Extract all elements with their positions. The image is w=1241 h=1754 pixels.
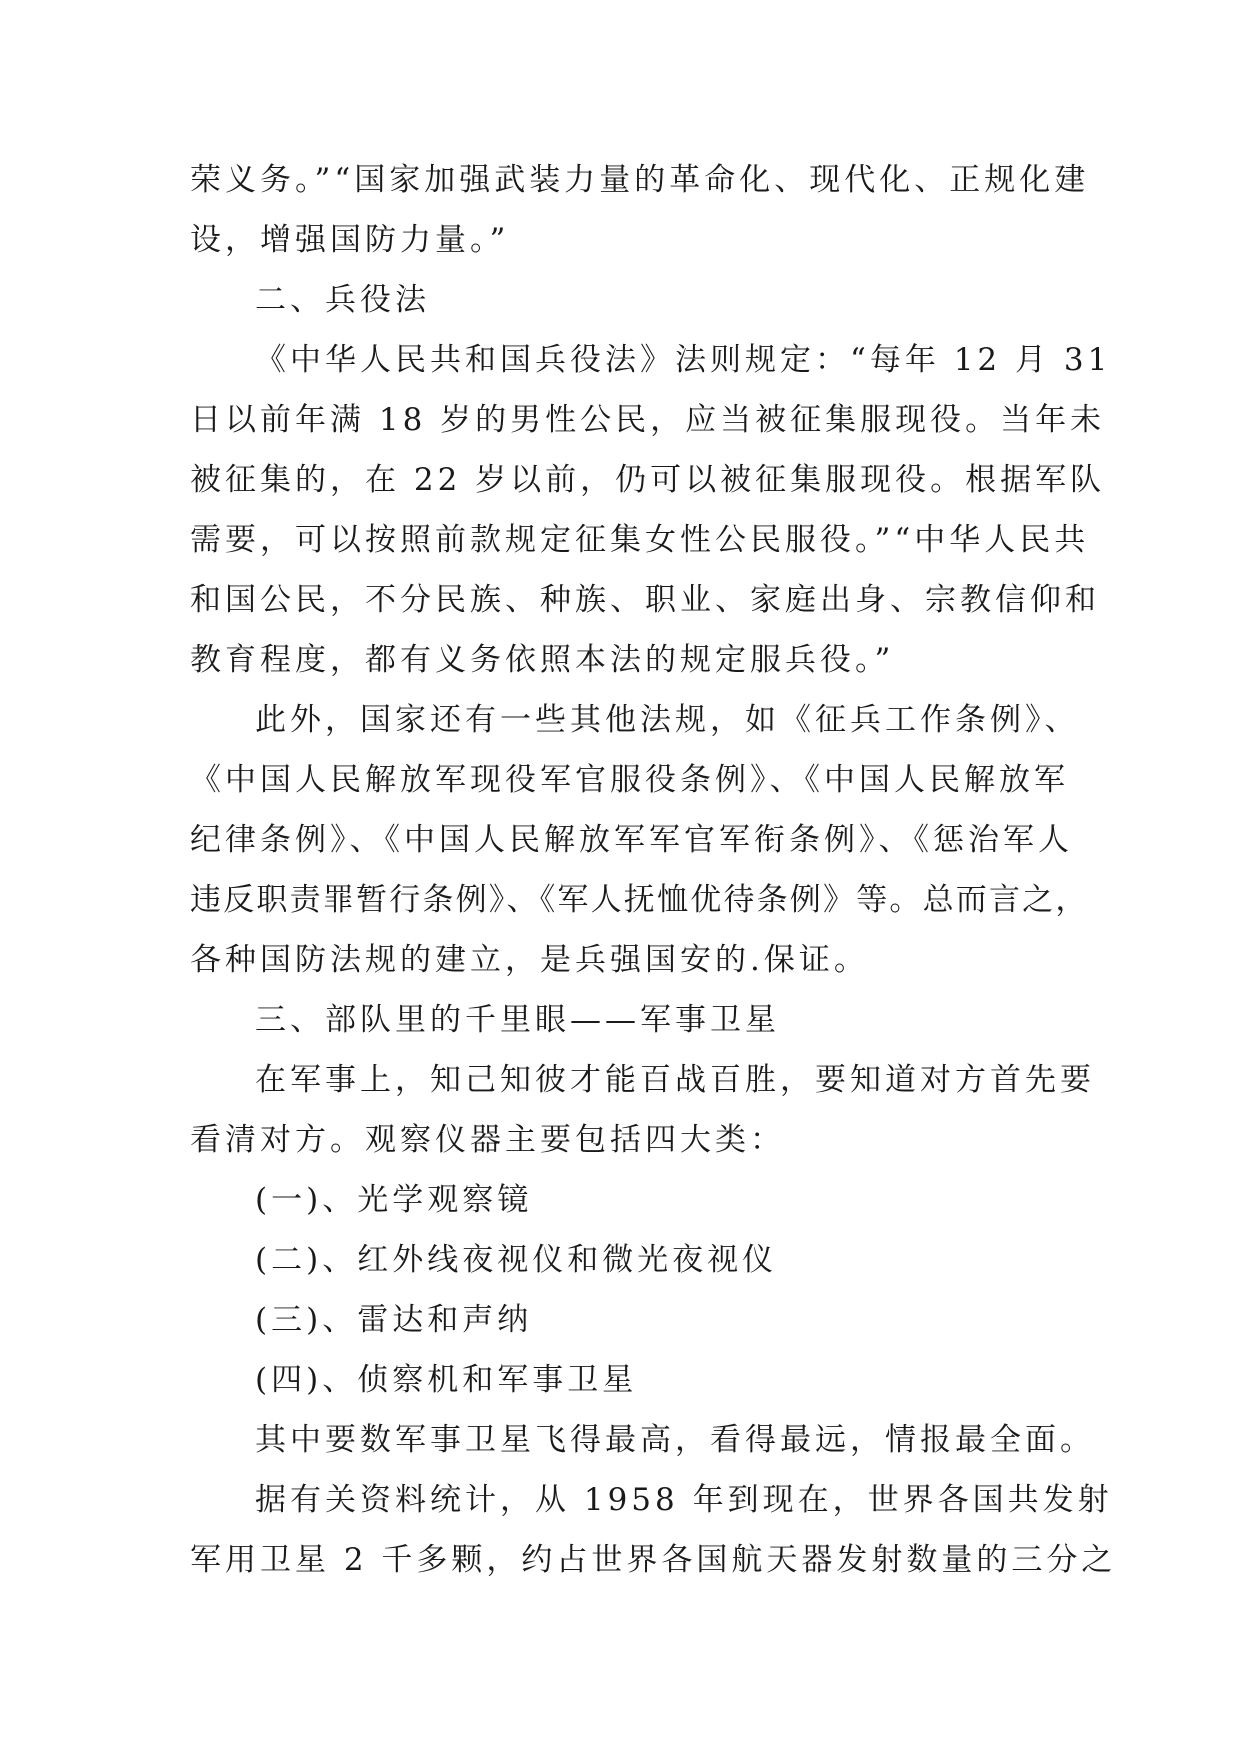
section-heading: 二、兵役法 <box>255 282 430 318</box>
list-item: (三)、雷达和声纳 <box>255 1302 533 1338</box>
body-text-line: 《中华人民共和国兵役法》法则规定：“每年 12 月 31 <box>255 342 1112 378</box>
body-text-line: 荣义务。”“国家加强武装力量的革命化、现代化、正规化建 <box>190 162 1090 198</box>
list-item: (四)、侦察机和军事卫星 <box>255 1362 638 1398</box>
body-text-line: 据有关资料统计，从 1958 年到现在，世界各国共发射 <box>255 1482 1113 1518</box>
body-text-line: 各种国防法规的建立，是兵强国安的.保证。 <box>190 942 869 978</box>
body-text-line: 在军事上，知己知彼才能百战百胜，要知道对方首先要 <box>255 1062 1095 1098</box>
list-item: (一)、光学观察镜 <box>255 1182 533 1218</box>
body-text-line: 军用卫星 2 千多颗，约占世界各国航天器发射数量的三分之 <box>190 1542 1117 1578</box>
body-text-line: 和国公民，不分民族、种族、职业、家庭出身、宗教信仰和 <box>190 582 1100 618</box>
body-text-line: 日以前年满 18 岁的男性公民，应当被征集服现役。当年未 <box>190 402 1106 438</box>
document-page <box>190 150 1117 1590</box>
body-text-line: 此外，国家还有一些其他法规，如《征兵工作条例》、 <box>255 702 1080 738</box>
body-text-line: 其中要数军事卫星飞得最高，看得最远，情报最全面。 <box>255 1422 1095 1458</box>
body-text-line: 教育程度，都有义务依照本法的规定服兵役。” <box>190 642 895 678</box>
body-text-line: 被征集的，在 22 岁以前，仍可以被征集服现役。根据军队 <box>190 462 1106 498</box>
body-text-line: 设，增强国防力量。” <box>190 222 510 258</box>
section-heading: 三、部队里的千里眼——军事卫星 <box>255 1002 780 1038</box>
body-text-line: 违反职责罪暂行条例》、《军人抚恤优待条例》等。总而言之， <box>190 882 1089 918</box>
body-text-line: 看清对方。观察仪器主要包括四大类： <box>190 1122 785 1158</box>
body-text-line: 《中国人民解放军现役军官服役条例》、《中国人民解放军 <box>190 762 1069 798</box>
body-text-line: 需要，可以按照前款规定征集女性公民服役。”“中华人民共 <box>190 522 1090 558</box>
body-text-line: 纪律条例》、《中国人民解放军军官军衔条例》、《惩治军人 <box>190 822 1073 858</box>
list-item: (二)、红外线夜视仪和微光夜视仪 <box>255 1242 778 1278</box>
